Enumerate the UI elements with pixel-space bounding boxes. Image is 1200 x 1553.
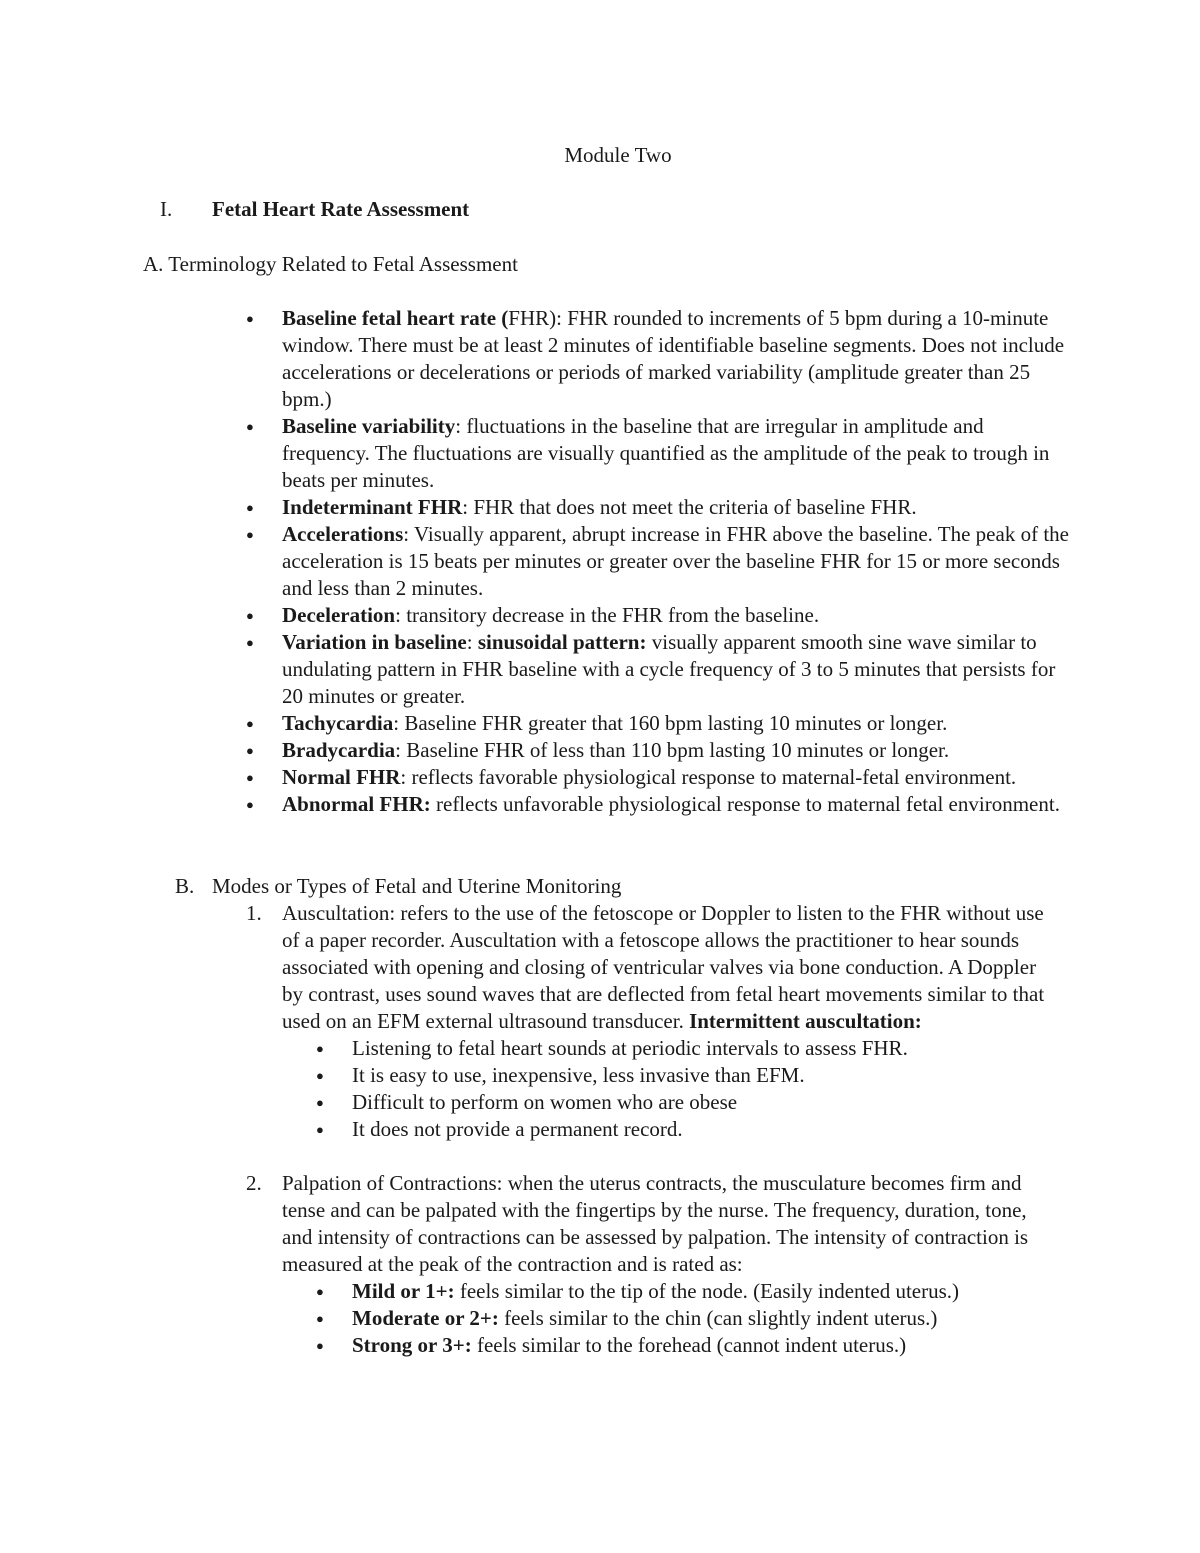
subsection-a-heading: A. Terminology Related to Fetal Assessment — [143, 252, 518, 276]
mode-number: 2. — [246, 1171, 262, 1195]
list-item: ● Bradycardia: Baseline FHR of less than 110 bpm lasting 10 minutes or longer. — [282, 737, 1072, 764]
mode-text: Auscultation: refers to the use of the fetoscope or Doppler to listen to the FHR without use of a paper recorder. Auscultation with a fetoscope allows the practitioner to hear sounds associated with opening and closing of ventricular valves via bone conduction. A Doppler by contrast, uses sound waves that are deflected from fetal heart movements similar to that used on an EFM external ultrasound transducer. Intermittent auscultation: — [282, 901, 1045, 1033]
list-item: ● Tachycardia: Baseline FHR greater that 160 bpm lasting 10 minutes or longer. — [282, 710, 1072, 737]
list-item: ● Baseline fetal heart rate (FHR): FHR rounded to increments of 5 bpm during a 10-minute window. There must be at least 2 minutes of identifiable baseline segments. Does not include accelerations or decelerations or periods of marked variability (amplitude greater than 25 bpm.) — [282, 305, 1072, 413]
contraction-rating-list — [282, 1278, 1062, 1359]
section-title: Fetal Heart Rate Assessment — [212, 197, 470, 221]
list-item: ● Strong or 3+: feels similar to the forehead (cannot indent uterus.) — [352, 1332, 1062, 1359]
mode-text: Palpation of Contractions: when the uterus contracts, the musculature becomes firm and tense and can be palpated with the fingertips by the nurse. The frequency, duration, tone, and intensity of contractions can be assessed by palpation. The intensity of contraction is measured at the peak of the contraction and is rated as: — [282, 1171, 1029, 1276]
list-item: ● Normal FHR: reflects favorable physiological response to maternal-fetal environment. — [282, 764, 1072, 791]
mode-item-auscultation — [246, 900, 1062, 1143]
list-item: ● Indeterminant FHR: FHR that does not meet the criteria of baseline FHR. — [282, 494, 1072, 521]
list-item: ● Variation in baseline: sinusoidal pattern: visually apparent smooth sine wave similar to undulating pattern in FHR baseline with a cycle frequency of 3 to 5 minutes that persists for 20 minutes or greater. — [282, 629, 1072, 710]
list-item: ● Baseline variability: fluctuations in the baseline that are irregular in amplitude and frequency. The fluctuations are visually quantified as the amplitude of the peak to trough in beats per minutes. — [282, 413, 1072, 494]
auscultation-bullet-list — [282, 1035, 1062, 1143]
mode-number: 1. — [246, 901, 262, 925]
list-item: ● Moderate or 2+: feels similar to the chin (can slightly indent uterus.) — [352, 1305, 1062, 1332]
page-title: Module Two — [564, 143, 672, 167]
list-item: ● Abnormal FHR: reflects unfavorable physiological response to maternal fetal environment. — [282, 791, 1072, 818]
section-heading — [160, 196, 469, 223]
list-item: ● Difficult to perform on women who are obese — [352, 1089, 1062, 1116]
list-item: ● Accelerations: Visually apparent, abrupt increase in FHR above the baseline. The peak of the acceleration is 15 beats per minutes or greater over the baseline FHR for 15 or more seconds and less than 2 minutes. — [282, 521, 1072, 602]
list-item: ● Deceleration: transitory decrease in the FHR from the baseline. — [282, 602, 1072, 629]
mode-item-palpation — [246, 1170, 1062, 1359]
list-item: ● It is easy to use, inexpensive, less invasive than EFM. — [352, 1062, 1062, 1089]
section-number: I. — [160, 197, 173, 221]
subsection-b-heading — [175, 873, 621, 900]
list-item: ● Listening to fetal heart sounds at periodic intervals to assess FHR. — [352, 1035, 1062, 1062]
subsection-number: B. — [175, 874, 195, 898]
terminology-list — [282, 305, 1072, 818]
subsection-title: Modes or Types of Fetal and Uterine Monitoring — [212, 874, 622, 898]
list-item: ● Mild or 1+: feels similar to the tip of the node. (Easily indented uterus.) — [352, 1278, 1062, 1305]
list-item: ● It does not provide a permanent record. — [352, 1116, 1062, 1143]
